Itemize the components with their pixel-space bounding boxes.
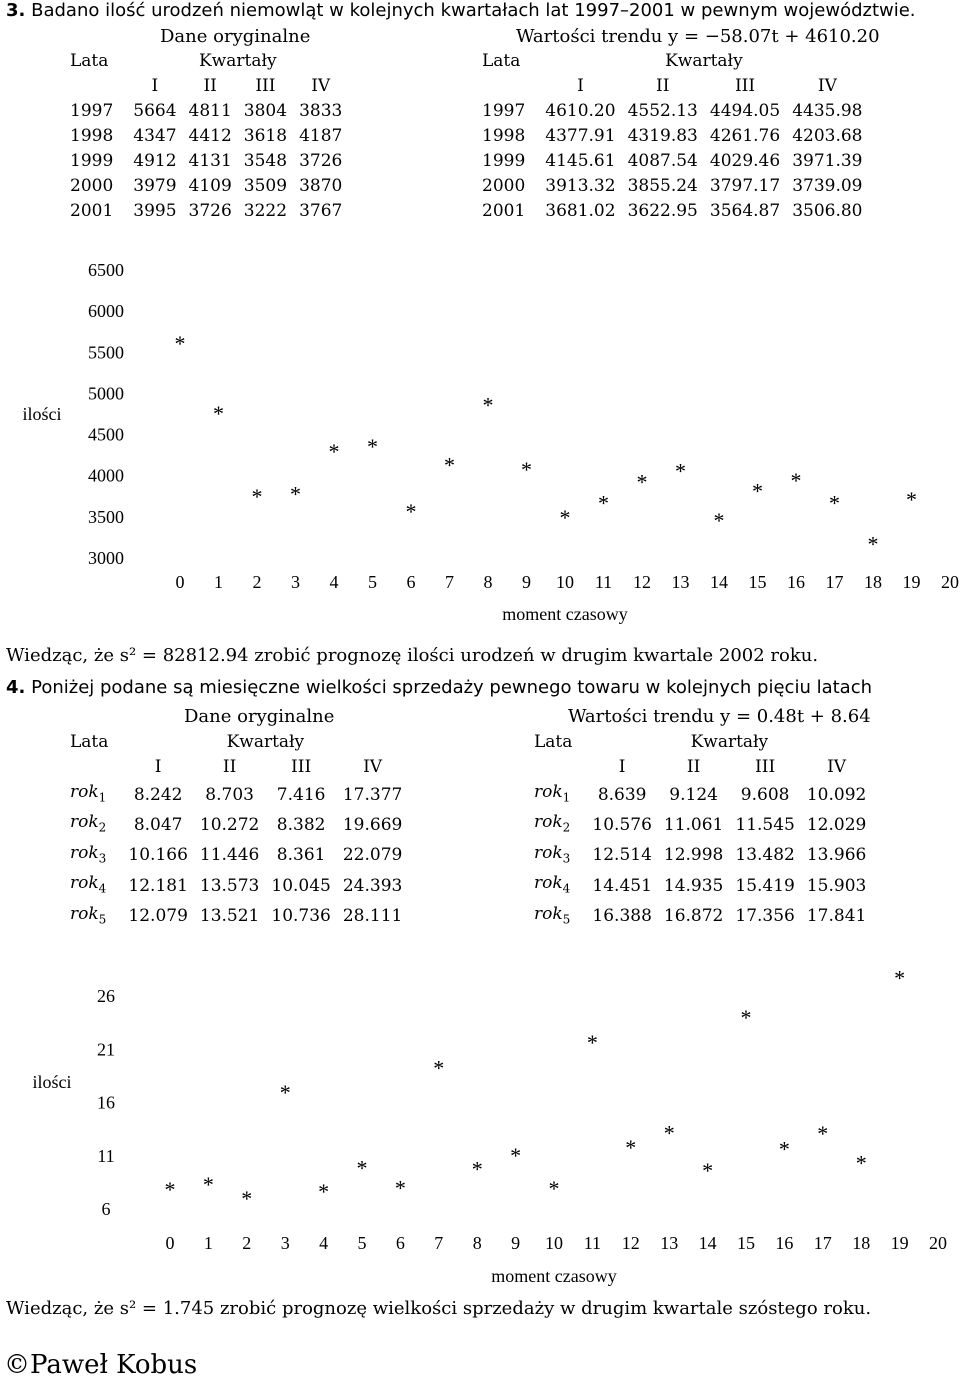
table-cell: 13.966 [806, 845, 867, 866]
row-label [70, 841, 122, 871]
x-tick-label: 13 [660, 1233, 679, 1253]
x-tick-label: 10 [545, 1233, 563, 1253]
x-tick-label: 12 [633, 572, 651, 592]
row-label-subscript: 4 [562, 881, 571, 896]
table-row [482, 124, 869, 149]
row-label [534, 841, 586, 871]
quarter-header: IV [827, 757, 847, 777]
row-label-subscript: 5 [98, 911, 107, 926]
x-tick-label: 9 [511, 1233, 521, 1253]
table-row [70, 149, 348, 174]
table-cell: 4087.54 [627, 151, 698, 171]
table-cell: 3506.80 [792, 201, 863, 221]
data-point-marker: * [213, 400, 224, 426]
data-point-marker: * [328, 439, 340, 465]
table-cell: 15.903 [806, 875, 867, 896]
x-tick-label: 16 [775, 1233, 794, 1253]
p4-original-rows [70, 780, 408, 932]
table-cell: 4131 [188, 151, 232, 171]
row-year: 1998 [70, 126, 114, 146]
table-cell: 11.446 [199, 845, 260, 866]
x-tick-label: 11 [583, 1233, 602, 1253]
quarter-header: III [755, 757, 776, 777]
row-label-subscript: 2 [562, 820, 571, 835]
x-tick-label: 15 [737, 1233, 755, 1253]
table-row [482, 199, 869, 224]
table-cell: 9.124 [669, 784, 718, 805]
table-cell: 10.166 [128, 845, 188, 866]
row-label-subscript: 1 [98, 790, 107, 805]
data-point-marker: * [444, 452, 455, 478]
copyright: ©Paweł Kobus [4, 1350, 198, 1380]
row-label-text: rok [534, 782, 563, 802]
table-cell: 16.388 [592, 906, 652, 927]
table-cell: 3726 [299, 151, 343, 171]
table-cell: 3971.39 [792, 151, 863, 171]
p4-trend-header: Wartości trendu y = 0.48t + 8.64 [568, 706, 871, 727]
col-header-years: Lata [70, 51, 109, 71]
table-cell: 3870 [299, 176, 343, 196]
table-cell: 17.841 [806, 906, 867, 927]
table-cell: 4552.13 [627, 101, 698, 121]
table-cell: 3739.09 [792, 176, 863, 196]
table-cell: 4203.68 [792, 126, 863, 146]
x-axis-label: moment czasowy [491, 1266, 617, 1286]
table-cell: 3548 [243, 151, 288, 171]
table-cell: 5664 [133, 101, 177, 121]
row-year: 2001 [482, 201, 526, 221]
x-tick-label: 3 [291, 572, 300, 592]
x-tick-label: 4 [319, 1233, 329, 1253]
x-tick-label: 16 [787, 572, 805, 592]
x-tick-label: 6 [406, 572, 416, 592]
y-tick-label: 3000 [88, 548, 124, 568]
data-point-marker: * [433, 1055, 445, 1081]
table-row [482, 99, 869, 124]
x-tick-label: 12 [621, 1233, 640, 1253]
data-point-marker: * [586, 1029, 598, 1055]
data-point-marker: * [740, 1005, 752, 1031]
data-point-marker: * [394, 1175, 406, 1201]
table-cell: 14.935 [663, 875, 724, 896]
row-year: 2000 [482, 176, 526, 196]
data-point-marker: * [482, 392, 494, 418]
data-point-marker: * [202, 1172, 214, 1198]
x-tick-label: 7 [445, 572, 454, 592]
x-tick-label: 3 [280, 1233, 290, 1253]
table-cell: 10.576 [592, 815, 652, 836]
row-year: 2001 [70, 201, 114, 221]
quarter-header: IV [363, 757, 383, 777]
col-header-quarters: Kwartały [198, 51, 277, 71]
row-label-text: rok [534, 873, 563, 894]
row-label [70, 810, 122, 840]
x-tick-label: 20 [941, 572, 959, 592]
quarter-header: II [686, 757, 701, 777]
y-tick-label: 16 [97, 1092, 115, 1113]
x-tick-label: 1 [214, 572, 223, 592]
y-axis-label: ilości [32, 1072, 72, 1092]
row-year: 1998 [482, 126, 526, 146]
data-point-marker: * [894, 965, 906, 991]
table-cell: 3509 [243, 176, 288, 196]
p3-trend-table [482, 49, 869, 224]
table-cell: 10.272 [199, 815, 260, 836]
row-label [534, 810, 586, 840]
table-cell: 10.092 [806, 784, 867, 805]
problem-4-number: 4. [6, 677, 26, 698]
p3-original-table [70, 49, 348, 224]
table-cell: 10.045 [271, 875, 331, 896]
data-point-marker: * [702, 1157, 714, 1183]
table-cell: 4347 [133, 126, 177, 146]
problem-3-text: Badano ilość urodzeń niemowląt w kolejnych kwartałach lat 1997–2001 w pewnym województwie. [31, 0, 916, 21]
data-point-marker: * [510, 1143, 522, 1169]
x-tick-label: 14 [710, 572, 728, 592]
table-cell: 24.393 [342, 875, 403, 896]
table-cell: 13.573 [199, 875, 260, 896]
table-cell: 13.521 [199, 906, 260, 927]
table-cell: 4109 [188, 176, 232, 196]
col-header-quarters: Kwartały [690, 732, 769, 752]
table-row [482, 174, 869, 199]
table-cell: 4377.91 [545, 126, 616, 146]
table-cell: 12.181 [128, 875, 188, 896]
table-row [70, 174, 348, 199]
y-tick-label: 26 [97, 986, 115, 1006]
y-axis-label: ilości [22, 404, 62, 424]
data-point-marker: * [778, 1136, 790, 1162]
row-year: 1999 [482, 151, 526, 171]
data-point-marker: * [906, 486, 917, 512]
table-row [534, 871, 872, 901]
table-cell: 4145.61 [545, 151, 616, 171]
data-point-marker: * [598, 490, 609, 516]
x-tick-label: 19 [890, 1233, 909, 1253]
row-label [70, 871, 122, 901]
x-tick-label: 1 [203, 1233, 213, 1253]
p3-scatter-chart [0, 250, 960, 635]
quarter-header: III [734, 76, 756, 96]
data-point-marker: * [855, 1150, 867, 1176]
row-year: 1997 [70, 101, 114, 121]
table-row [70, 780, 408, 810]
table-cell: 3833 [299, 101, 343, 121]
row-label-text: rok [534, 842, 563, 863]
data-point-marker: * [174, 330, 186, 356]
x-tick-label: 18 [864, 572, 882, 592]
y-tick-label: 6000 [88, 301, 124, 322]
p3-trend-rows [482, 99, 869, 224]
x-tick-label: 9 [522, 572, 531, 592]
quarter-header: IV [817, 76, 837, 96]
p3-trend-header: Wartości trendu y = −58.07t + 4610.20 [516, 26, 880, 47]
data-point-marker: * [829, 490, 840, 516]
y-tick-label: 21 [97, 1039, 115, 1060]
data-point-marker: * [559, 504, 571, 530]
x-tick-label: 0 [165, 1233, 175, 1253]
table-cell: 8.382 [276, 815, 326, 836]
quarter-header: I [577, 76, 584, 96]
data-point-marker: * [752, 478, 763, 504]
x-tick-label: 2 [242, 1233, 252, 1253]
quarter-header: I [618, 757, 626, 777]
x-tick-label: 20 [929, 1233, 947, 1253]
x-tick-label: 17 [813, 1233, 832, 1253]
table-row [70, 902, 408, 932]
table-cell: 8.703 [205, 784, 254, 805]
table-cell: 8.361 [276, 845, 326, 866]
data-point-marker: * [675, 458, 686, 484]
y-tick-label: 3500 [88, 506, 124, 527]
row-label-subscript: 2 [98, 820, 107, 835]
table-cell: 3855.24 [627, 176, 698, 196]
table-cell: 8.047 [133, 815, 183, 836]
table-cell: 3726 [188, 201, 232, 221]
x-tick-label: 11 [594, 572, 613, 592]
table-cell: 3564.87 [709, 201, 781, 221]
table-cell: 22.079 [342, 845, 403, 866]
table-cell: 13.482 [735, 845, 795, 866]
data-point-marker: * [367, 433, 378, 459]
y-tick-label: 5500 [88, 342, 124, 363]
data-point-marker: * [318, 1179, 330, 1205]
table-cell: 14.451 [592, 875, 652, 896]
quarter-header: III [291, 757, 312, 777]
data-point-marker: * [356, 1155, 368, 1181]
x-tick-label: 18 [852, 1233, 871, 1253]
x-tick-label: 14 [698, 1233, 717, 1253]
col-header-quarters: Kwartały [226, 732, 305, 752]
p4-original-header: Dane oryginalne [184, 706, 335, 727]
p3-footer: Wiedząc, że s² = 82812.94 zrobić prognozę ilości urodzeń w drugim kwartale 2002 roku. [6, 645, 819, 666]
problem-3-statement [6, 0, 916, 22]
row-year: 1999 [70, 151, 114, 171]
row-label-text: rok [70, 873, 99, 894]
p4-trend-rows [534, 780, 872, 932]
x-tick-label: 4 [329, 572, 339, 592]
table-cell: 15.419 [735, 875, 795, 896]
data-point-marker: * [663, 1120, 675, 1146]
row-label-text: rok [534, 812, 563, 833]
data-point-marker: * [817, 1120, 829, 1146]
table-cell: 7.416 [276, 784, 326, 805]
data-point-marker: * [713, 508, 725, 534]
problem-4-text: Poniżej podane są miesięczne wielkości sprzedaży pewnego towaru w kolejnych pięciu latach [31, 677, 872, 698]
data-point-marker: * [290, 481, 301, 507]
table-cell: 3222 [243, 201, 288, 221]
data-point-marker: * [241, 1185, 253, 1211]
y-tick-label: 4500 [88, 424, 124, 445]
y-tick-label: 4000 [88, 465, 124, 486]
table-row [70, 871, 408, 901]
table-cell: 17.356 [735, 906, 795, 927]
table-cell: 3804 [243, 101, 288, 121]
table-cell: 4187 [299, 126, 343, 146]
x-tick-label: 7 [434, 1233, 444, 1253]
x-tick-label: 6 [395, 1233, 405, 1253]
table-cell: 4435.98 [792, 101, 863, 121]
x-tick-label: 0 [175, 572, 185, 592]
table-cell: 4261.76 [709, 126, 781, 146]
table-cell: 4494.05 [709, 101, 781, 121]
col-header-quarters: Kwartały [665, 51, 743, 71]
table-cell: 4610.20 [545, 101, 616, 121]
data-point-marker: * [279, 1079, 291, 1105]
row-label-subscript: 5 [562, 911, 571, 926]
table-row [534, 902, 872, 932]
data-point-marker: * [521, 456, 532, 482]
quarter-header: I [154, 757, 162, 777]
row-label-text: rok [70, 842, 99, 863]
table-cell: 3979 [133, 176, 177, 196]
x-tick-label: 13 [671, 572, 690, 592]
x-tick-label: 2 [252, 572, 262, 592]
col-header-years: Lata [534, 732, 573, 752]
y-tick-label: 6 [101, 1199, 111, 1219]
x-tick-label: 17 [825, 572, 844, 592]
table-row [482, 149, 869, 174]
y-tick-label: 11 [97, 1145, 115, 1166]
quarter-header: II [203, 76, 217, 96]
p3-original-rows [70, 99, 348, 224]
col-header-years: Lata [482, 51, 521, 71]
row-label-subscript: 3 [98, 851, 107, 866]
table-row [534, 810, 872, 840]
row-label-text: rok [70, 903, 99, 924]
quarter-header: IV [311, 76, 331, 96]
x-tick-label: 15 [748, 572, 767, 592]
p3-original-header: Dane oryginalne [160, 26, 311, 47]
table-row [70, 199, 348, 224]
table-cell: 4412 [188, 126, 232, 146]
col-header-years: Lata [70, 732, 109, 752]
quarter-header: I [151, 76, 159, 96]
row-label [534, 780, 586, 810]
x-tick-label: 5 [357, 1233, 367, 1253]
row-year: 2000 [70, 176, 114, 196]
row-label-text: rok [70, 812, 99, 833]
table-cell: 19.669 [342, 815, 403, 836]
table-cell: 10.736 [271, 906, 331, 927]
row-label-subscript: 3 [562, 851, 571, 866]
p4-trend-table [534, 730, 872, 932]
x-tick-label: 10 [556, 572, 574, 592]
table-cell: 4912 [133, 151, 177, 171]
data-point-marker: * [867, 531, 879, 557]
problem-3-number: 3. [6, 0, 26, 21]
table-cell: 3622.95 [627, 201, 698, 221]
x-tick-label: 5 [368, 572, 377, 592]
table-cell: 12.514 [592, 845, 652, 866]
data-point-marker: * [251, 483, 263, 509]
x-axis-label: moment czasowy [502, 604, 628, 624]
table-row [534, 841, 872, 871]
table-cell: 4029.46 [709, 151, 781, 171]
table-cell: 11.545 [735, 815, 795, 836]
table-cell: 3913.32 [545, 176, 616, 196]
row-label-text: rok [70, 782, 99, 802]
data-point-marker: * [636, 469, 648, 495]
x-tick-label: 19 [902, 572, 921, 592]
table-cell: 11.061 [663, 815, 724, 836]
data-point-marker: * [164, 1177, 176, 1203]
x-tick-label: 8 [483, 572, 493, 592]
p4-scatter-chart [0, 960, 960, 1290]
row-label [70, 780, 122, 810]
p4-footer: Wiedząc, że s² = 1.745 zrobić prognozę wielkości sprzedaży w drugim kwartale szóstego roku. [6, 1298, 872, 1319]
table-cell: 4811 [188, 101, 232, 121]
row-label [70, 902, 122, 932]
y-tick-label: 6500 [88, 260, 124, 280]
table-row [70, 99, 348, 124]
data-point-marker: * [625, 1135, 637, 1161]
data-point-marker: * [405, 499, 417, 525]
row-label-subscript: 1 [562, 790, 571, 805]
quarter-header: II [222, 757, 237, 777]
row-label [534, 902, 586, 932]
row-label [534, 871, 586, 901]
problem-4-statement [6, 677, 872, 699]
table-cell: 8.242 [133, 784, 183, 805]
table-cell: 3995 [133, 201, 177, 221]
table-cell: 16.872 [663, 906, 724, 927]
table-cell: 4319.83 [627, 126, 698, 146]
table-cell: 8.639 [597, 784, 647, 805]
row-year: 1997 [482, 101, 526, 121]
table-row [70, 124, 348, 149]
table-cell: 12.029 [806, 815, 867, 836]
table-cell: 17.377 [342, 784, 403, 805]
table-cell: 3767 [299, 201, 343, 221]
table-cell: 9.608 [740, 784, 790, 805]
table-cell: 3681.02 [545, 201, 616, 221]
p4-original-table [70, 730, 408, 932]
table-row [534, 780, 872, 810]
table-cell: 3618 [243, 126, 288, 146]
y-tick-label: 5000 [88, 383, 124, 404]
quarter-header: II [656, 76, 670, 96]
data-point-marker: * [471, 1156, 483, 1182]
row-label-subscript: 4 [98, 881, 107, 896]
data-point-marker: * [790, 468, 802, 494]
table-cell: 12.998 [663, 845, 724, 866]
data-point-marker: * [548, 1175, 560, 1201]
quarter-header: III [255, 76, 276, 96]
table-cell: 28.111 [342, 906, 403, 927]
table-row [70, 841, 408, 871]
table-row [70, 810, 408, 840]
table-cell: 3797.17 [709, 176, 781, 196]
row-label-text: rok [534, 903, 563, 924]
x-tick-label: 8 [472, 1233, 482, 1253]
table-cell: 12.079 [128, 906, 188, 927]
